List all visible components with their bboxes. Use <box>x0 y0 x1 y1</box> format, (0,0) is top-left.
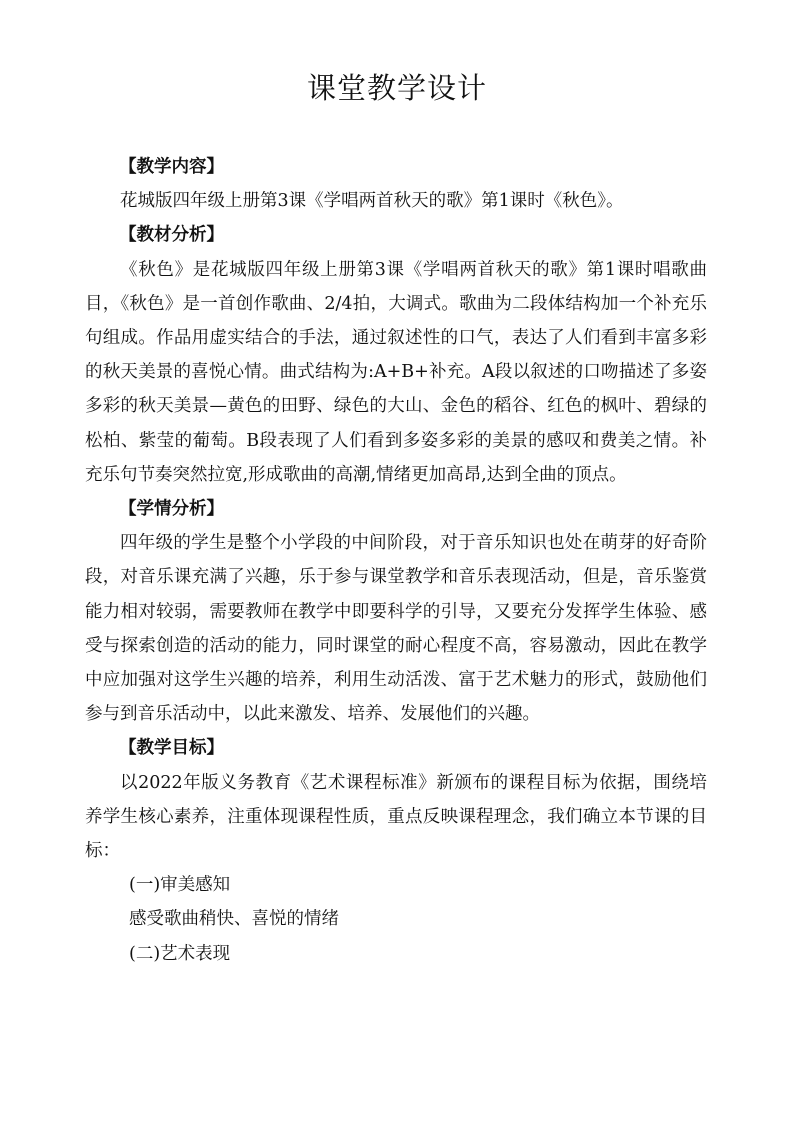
section-paragraph: 四年级的学生是整个小学段的中间阶段，对于音乐知识也处在萌芽的好奇阶段，对音乐课充满了兴趣，乐于参与课堂教学和音乐表现活动，但是，音乐鉴赏能力相对较弱，需要教师在教学中即要科学的引导，又要充分发挥学生体验、感受与探索创造的活动的能力，同时课堂的耐心程度不高，容易激动，因此在教学中应加强对这学生兴趣的培养，利用生动活泼、富于艺术魅力的形式，鼓励他们参与到音乐活动中，以此来激发、培养、发展他们的兴趣。 <box>85 533 707 725</box>
section-paragraph: 以2022年版义务教育《艺术课程标准》新颁布的课程目标为依据，围绕培养学生核心素养，注重体现课程性质，重点反映课程理念，我们确立本节课的目标： <box>85 772 707 862</box>
section-heading: 【教材分析】 <box>119 225 224 246</box>
section-teaching-content <box>85 150 707 218</box>
goal-item-label: (一)审美感知 <box>129 875 231 896</box>
section-material-analysis <box>85 218 707 492</box>
section-heading: 【教学内容】 <box>119 157 224 177</box>
section-heading: 【教学目标】 <box>119 738 224 759</box>
goal-item-label: (二)艺术表现 <box>129 943 231 964</box>
section-heading: 【学情分析】 <box>119 499 224 520</box>
section-paragraph: 《秋色》是花城版四年级上册第3课《学唱两首秋天的歌》第1课时唱歌曲目，《秋色》是一首创作歌曲、2/4拍，大调式。歌曲为二段体结构加一个补充乐句组成。作品用虚实结合的手法，通过叙述性的口气，表达了人们看到丰富多彩的秋天美景的喜悦心情。曲式结构为:A+B+补充。A段以叙述的口吻描述了多姿多彩的秋天美景—黄色的田野、绿色的大山、金色的稻谷、红色的枫叶、碧绿的松柏、紫莹的葡萄。B段表现了人们看到多姿多彩的美景的感叹和费美之情。补充乐句节奏突然拉宽,形成歌曲的高潮,情绪更加高昂,达到全曲的顶点。 <box>85 259 707 485</box>
document-title: 课堂教学设计 <box>306 71 487 105</box>
document-body <box>85 150 707 971</box>
section-student-analysis <box>85 492 707 731</box>
section-teaching-goals <box>85 731 707 970</box>
goal-item-detail: 感受歌曲稍快、喜悦的情绪 <box>129 909 339 930</box>
section-paragraph: 花城版四年级上册第3课《学唱两首秋天的歌》第1课时《秋色》。 <box>120 191 624 212</box>
